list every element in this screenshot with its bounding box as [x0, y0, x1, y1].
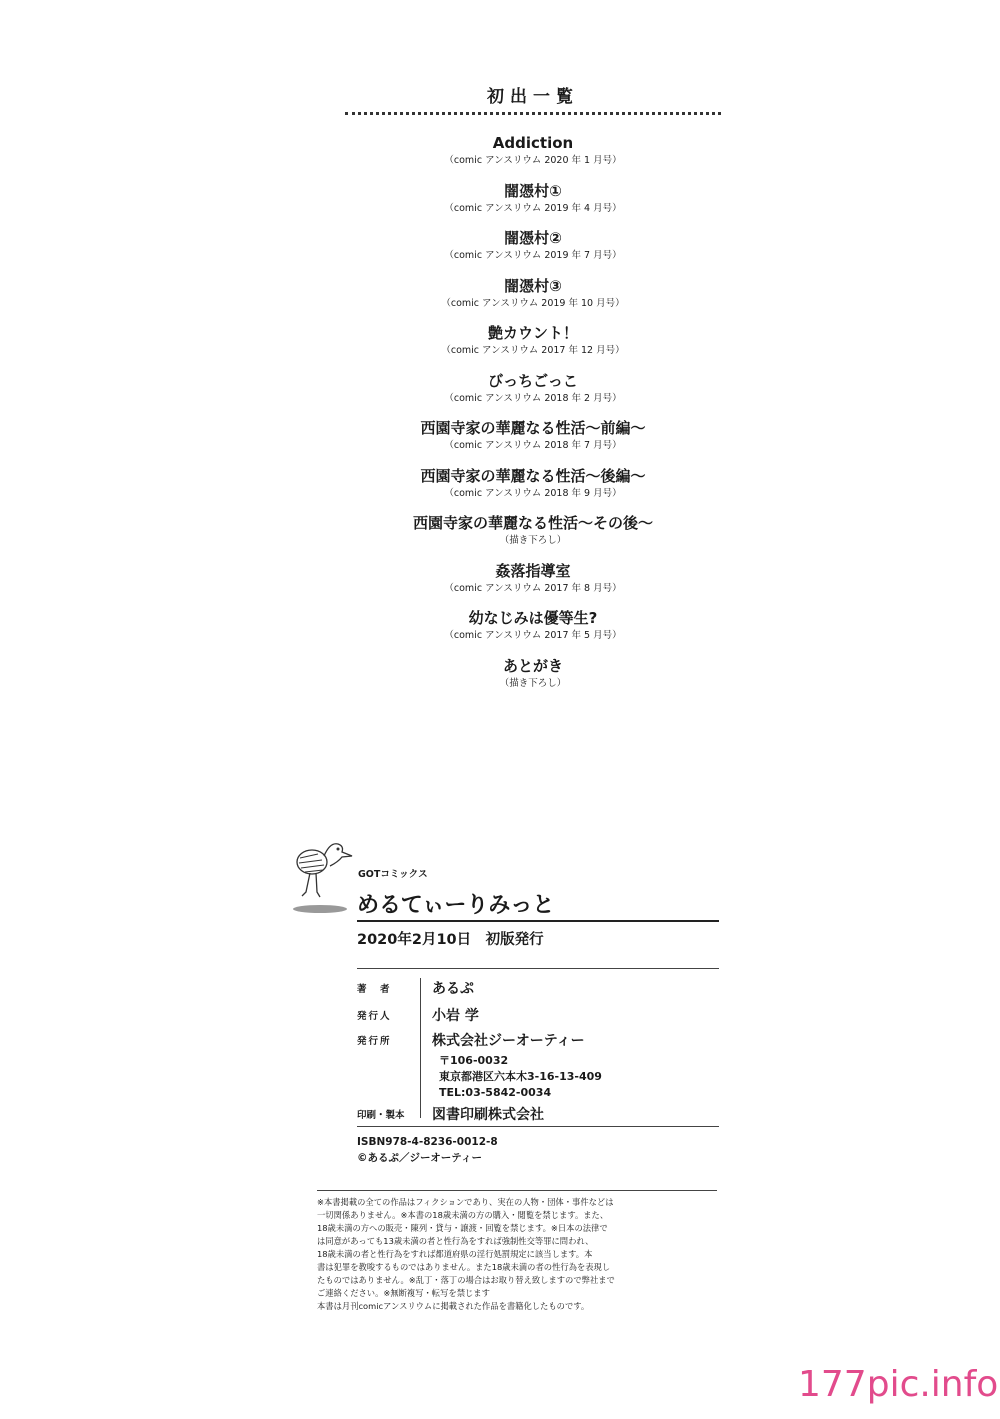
- edition-date: 2020年2月10日 初版発行: [357, 932, 544, 948]
- toc-item: [345, 560, 721, 608]
- publisher-label: 発行人: [357, 1011, 392, 1022]
- toc-item-source: （comic アンスリウム 2020 年 1 月号）: [444, 155, 622, 166]
- notice-line: 一切関係ありません。※本書の18歳未満の方の購入・閲覧を禁じます。また、: [317, 1210, 609, 1220]
- copyright: ©あるぷ／ジーオーティー: [357, 1152, 482, 1164]
- toc-item: [345, 370, 721, 418]
- office-label: 発行所: [357, 1036, 392, 1047]
- toc-item-source: （comic アンスリウム 2019 年 10 月号）: [441, 297, 625, 309]
- toc-item-title: 姦落指導室: [495, 561, 571, 580]
- bird-logo-icon: [290, 832, 360, 914]
- toc-item-source: （comic アンスリウム 2018 年 9 月号）: [444, 487, 622, 499]
- notice-line: 本書は月刊comicアンスリウムに掲載された作品を書籍化したものです。: [317, 1301, 590, 1311]
- toc-item-source: （comic アンスリウム 2017 年 5 月号）: [444, 630, 622, 641]
- address: 東京都港区六本木3-16-13-409: [439, 1070, 602, 1083]
- toc-item-title: 艶カウント！: [487, 324, 578, 342]
- toc-item-source: （comic アンスリウム 2018 年 7 月号）: [444, 440, 622, 451]
- telephone: TEL:03-5842-0034: [439, 1086, 552, 1099]
- toc-item: [345, 417, 721, 465]
- notice-line: ※本書掲載の全ての作品はフィクションであり、実在の人物・団体・事件などは: [317, 1197, 614, 1207]
- divider: [317, 1190, 717, 1191]
- office-name: 株式会社ジーオーティー: [432, 1033, 585, 1049]
- notice-line: 書は犯罪を教唆するものではありません。また18歳未満の者の性行為を表現し: [317, 1262, 611, 1272]
- isbn: ISBN978-4-8236-0012-8: [357, 1136, 498, 1148]
- divider: [357, 968, 719, 969]
- toc-item: [345, 275, 721, 323]
- divider: [357, 1126, 719, 1127]
- postal-code: 〒106-0032: [439, 1054, 509, 1067]
- toc-item: [345, 512, 721, 560]
- toc-item-title: 幼なじみは優等生?: [468, 609, 598, 627]
- watermark: 177pic.info: [798, 1364, 999, 1405]
- toc-item-title: 闇憑村①: [504, 181, 562, 200]
- notice-line: 18歳未満の者と性行為をすれば都道府県の淫行処罰規定に該当します。本: [317, 1249, 593, 1259]
- series-label: GOTコミックス: [358, 869, 428, 880]
- notice-line: 18歳未満の方への販売・陳列・貸与・譲渡・回覧を禁じます。※日本の法律で: [317, 1223, 608, 1233]
- toc-item-source: （comic アンスリウム 2017 年 12 月号）: [441, 345, 625, 356]
- toc-item: [345, 132, 721, 180]
- toc-item-source: （comic アンスリウム 2019 年 7 月号）: [444, 250, 622, 261]
- toc-item: [345, 607, 721, 655]
- toc-list: [345, 132, 721, 702]
- toc-item-source: （comic アンスリウム 2019 年 4 月号）: [444, 202, 622, 214]
- isbn-block: [357, 1134, 498, 1166]
- first-appearance-list: [345, 84, 721, 689]
- toc-item-title: 西園寺家の華麗なる性活〜その後〜: [412, 514, 653, 532]
- toc-item-title: びっちごっこ: [488, 371, 578, 390]
- notice-line: は同意があっても13歳未満の者と性行為をすれば強制性交等罪に問われ、: [317, 1236, 594, 1246]
- toc-item: [345, 322, 721, 370]
- toc-item: [345, 655, 721, 703]
- toc-item-source: （描き下ろし）: [499, 535, 567, 546]
- toc-item-title: あとがき: [502, 656, 563, 675]
- toc-heading: 初出一覧: [487, 87, 579, 107]
- toc-item-title: 闇憑村②: [504, 229, 562, 247]
- legal-notice: [317, 1196, 717, 1313]
- printer-name: 図書印刷株式会社: [432, 1107, 544, 1123]
- toc-item-source: （描き下ろし）: [499, 677, 567, 689]
- toc-item: [345, 465, 721, 513]
- title-rule: [357, 920, 719, 922]
- author-label: 著 者: [357, 984, 392, 995]
- toc-item-title: 西園寺家の華麗なる性活〜前編〜: [420, 419, 646, 437]
- notice-line: たものではありません。※乱丁・落丁の場合はお取り替え致しますので弊社まで: [317, 1275, 615, 1285]
- toc-item-source: （comic アンスリウム 2017 年 8 月号）: [444, 582, 622, 594]
- toc-item: [345, 227, 721, 275]
- toc-item-source: （comic アンスリウム 2018 年 2 月号）: [444, 392, 622, 404]
- notice-line: ご連絡ください。※無断複写・転写を禁じます: [317, 1288, 490, 1298]
- author-name: あるぷ: [432, 981, 474, 997]
- toc-item-title: 闇憑村③: [504, 276, 562, 295]
- toc-item-title: 西園寺家の華麗なる性活〜後編〜: [420, 466, 646, 485]
- toc-item: [345, 180, 721, 228]
- book-title: めるてぃーりみっと: [357, 893, 555, 918]
- printer-label: 印刷・製本: [357, 1110, 405, 1121]
- dotted-divider: [345, 112, 721, 115]
- toc-item-title: Addiction: [492, 134, 574, 152]
- publisher-name: 小岩 学: [432, 1008, 479, 1024]
- credits-vertical-rule: [420, 978, 421, 1118]
